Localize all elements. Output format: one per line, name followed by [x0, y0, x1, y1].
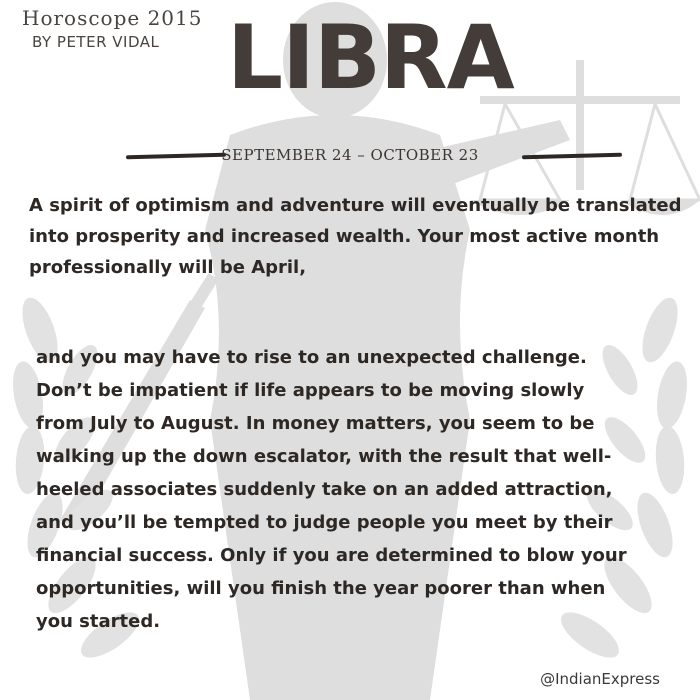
- date-range: SEPTEMBER 24 – OCTOBER 23: [221, 146, 479, 164]
- source-watermark: @IndianExpress: [540, 670, 660, 688]
- forecast-paragraph-1: A spirit of optimism and adventure will eventually be translated into prosperity and increased wealth. Your most active month professionally will be April,: [29, 195, 682, 278]
- forecast-paragraph-2: and you may have to rise to an unexpected challenge. Don’t be impatient if life appears to be moving slowly from July to August. In money matters, you seem to be walking up the down escalator, with the result that well-heeled associates suddenly take on an added attraction, and you’ll be tempted to judge people you meet by their financial success. Only if you are determined to blow your opportunities, will you finish the year poorer than when you started.: [36, 347, 627, 632]
- byline: BY PETER VIDAL: [32, 33, 160, 51]
- zodiac-sign-title: LIBRA: [227, 6, 514, 109]
- series-title: Horoscope 2015: [22, 6, 203, 30]
